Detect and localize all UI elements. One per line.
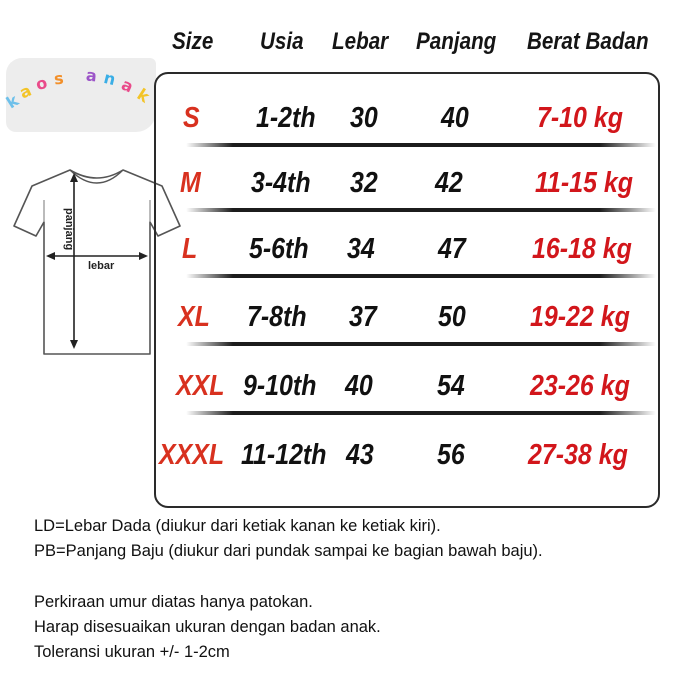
cell-usia: 1-2th bbox=[256, 102, 316, 134]
header-berat-badan: Berat Badan bbox=[527, 28, 649, 55]
cell-size: XXL bbox=[176, 370, 225, 402]
cell-lebar: 32 bbox=[350, 167, 378, 199]
cell-berat: 23-26 kg bbox=[530, 370, 630, 402]
cell-berat: 19-22 kg bbox=[530, 301, 630, 333]
cell-lebar: 43 bbox=[346, 439, 374, 471]
table-row bbox=[0, 229, 700, 289]
cell-berat: 16-18 kg bbox=[532, 233, 632, 265]
table-row bbox=[0, 297, 700, 357]
cell-usia: 11-12th bbox=[241, 439, 327, 471]
row-divider bbox=[186, 143, 656, 147]
cell-size: M bbox=[180, 167, 201, 199]
label-lebar: lebar bbox=[88, 260, 115, 272]
note-sesuaikan: Harap disesuaikan ukuran dengan badan anak. bbox=[34, 618, 381, 636]
note-pb: PB=Panjang Baju (diukur dari pundak sampai ke bagian bawah baju). bbox=[34, 542, 543, 560]
table-row bbox=[0, 366, 700, 426]
cell-usia: 5-6th bbox=[249, 233, 309, 265]
cell-size: XL bbox=[178, 301, 210, 333]
cell-lebar: 34 bbox=[347, 233, 375, 265]
row-divider bbox=[186, 208, 656, 212]
cell-size: L bbox=[182, 233, 198, 265]
cell-berat: 11-15 kg bbox=[535, 167, 633, 199]
cell-lebar: 37 bbox=[349, 301, 377, 333]
row-divider bbox=[186, 274, 656, 278]
header-usia: Usia bbox=[260, 28, 304, 55]
note-umur: Perkiraan umur diatas hanya patokan. bbox=[34, 593, 313, 611]
table-row bbox=[0, 163, 700, 223]
cell-panjang: 42 bbox=[435, 167, 463, 199]
cell-usia: 9-10th bbox=[243, 370, 317, 402]
table-row bbox=[0, 98, 700, 158]
cell-lebar: 30 bbox=[350, 102, 378, 134]
cell-panjang: 56 bbox=[437, 439, 465, 471]
cell-panjang: 47 bbox=[438, 233, 466, 265]
cell-berat: 7-10 kg bbox=[537, 102, 623, 134]
table-row bbox=[0, 435, 700, 495]
cell-panjang: 40 bbox=[441, 102, 469, 134]
header-panjang: Panjang bbox=[416, 28, 497, 55]
cell-lebar: 40 bbox=[345, 370, 373, 402]
cell-usia: 7-8th bbox=[247, 301, 307, 333]
cell-usia: 3-4th bbox=[251, 167, 311, 199]
logo-text: k a o s a n a k bbox=[2, 65, 153, 113]
cell-panjang: 54 bbox=[437, 370, 465, 402]
header-size: Size bbox=[172, 28, 214, 55]
row-divider bbox=[186, 411, 656, 415]
cell-size: S bbox=[183, 102, 200, 134]
note-toleransi: Toleransi ukuran +/- 1-2cm bbox=[34, 643, 230, 661]
note-ld: LD=Lebar Dada (diukur dari ketiak kanan ke ketiak kiri). bbox=[34, 517, 441, 535]
row-divider bbox=[186, 342, 656, 346]
cell-size: XXXL bbox=[159, 439, 225, 471]
label-panjang: panjang bbox=[63, 208, 75, 251]
header-lebar: Lebar bbox=[332, 28, 389, 55]
cell-berat: 27-38 kg bbox=[528, 439, 628, 471]
cell-panjang: 50 bbox=[438, 301, 466, 333]
